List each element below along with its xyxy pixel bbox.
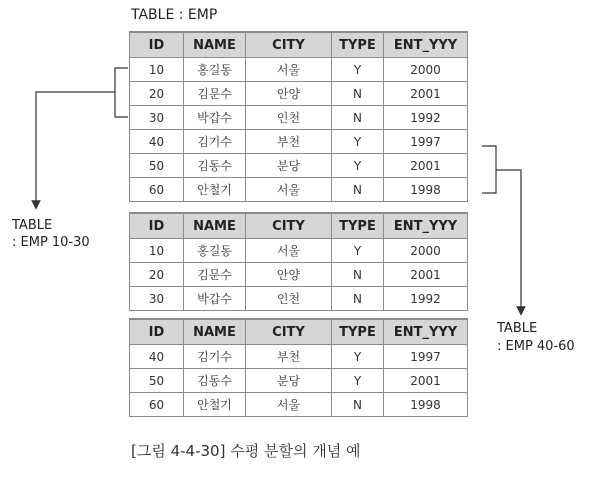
table-cell: 분당	[246, 154, 332, 178]
table-cell: 서울	[246, 58, 332, 82]
table-cell: 서울	[246, 393, 332, 417]
table-cell: 1998	[384, 178, 468, 202]
column-header: TYPE	[332, 32, 384, 58]
column-header: NAME	[184, 213, 246, 239]
table-cell: 30	[130, 106, 184, 130]
partition-2-label-line1: TABLE	[497, 321, 538, 336]
figure-caption: [그림 4-4-30] 수평 분할의 개념 예	[131, 442, 361, 460]
table-cell: 부천	[246, 345, 332, 369]
table-cell: 박갑수	[184, 106, 246, 130]
column-header: TYPE	[332, 319, 384, 345]
table-cell: Y	[332, 130, 384, 154]
column-header: ID	[130, 319, 184, 345]
column-header: CITY	[246, 319, 332, 345]
column-header: ID	[130, 213, 184, 239]
table-cell: 안철기	[184, 178, 246, 202]
table-cell: 부천	[246, 130, 332, 154]
table-cell: 40	[130, 345, 184, 369]
table-cell: 1997	[384, 130, 468, 154]
table-cell: 김동수	[184, 154, 246, 178]
table-cell: 1992	[384, 287, 468, 311]
table-cell: N	[332, 263, 384, 287]
table-cell: 60	[130, 393, 184, 417]
partition-2-label-line2: : EMP 40-60	[497, 339, 575, 354]
table-cell: 2000	[384, 239, 468, 263]
table-cell: Y	[332, 239, 384, 263]
column-header: ENT_YYY	[384, 32, 468, 58]
partition-1-label-line2: : EMP 10-30	[12, 235, 90, 250]
table-cell: 서울	[246, 239, 332, 263]
table-cell: 김문수	[184, 263, 246, 287]
table-cell: 2001	[384, 369, 468, 393]
table-cell: 20	[130, 263, 184, 287]
table-cell: 김동수	[184, 369, 246, 393]
table-cell: 1998	[384, 393, 468, 417]
bracket-rows-10-30	[115, 68, 128, 117]
column-header: ID	[130, 32, 184, 58]
source-table-title: TABLE : EMP	[131, 7, 218, 23]
table-cell: 홍길동	[184, 239, 246, 263]
table-cell: 김기수	[184, 130, 246, 154]
table-cell: 10	[130, 58, 184, 82]
table-cell: N	[332, 393, 384, 417]
table-cell: 50	[130, 154, 184, 178]
column-header: ENT_YYY	[384, 319, 468, 345]
column-header: TYPE	[332, 213, 384, 239]
table-cell: 인천	[246, 106, 332, 130]
table-cell: 서울	[246, 178, 332, 202]
column-header: ENT_YYY	[384, 213, 468, 239]
arrow-to-partition-2	[496, 170, 521, 311]
table-cell: N	[332, 82, 384, 106]
table-cell: 김문수	[184, 82, 246, 106]
table-cell: 홍길동	[184, 58, 246, 82]
table-cell: 10	[130, 239, 184, 263]
table-cell: Y	[332, 58, 384, 82]
table-cell: 20	[130, 82, 184, 106]
bracket-rows-40-60	[482, 146, 496, 193]
table-cell: 50	[130, 369, 184, 393]
table-cell: 김기수	[184, 345, 246, 369]
table-cell: 2000	[384, 58, 468, 82]
table-cell: 2001	[384, 154, 468, 178]
column-header: CITY	[246, 213, 332, 239]
column-header: NAME	[184, 319, 246, 345]
table-cell: 안철기	[184, 393, 246, 417]
table-cell: 안양	[246, 82, 332, 106]
partition-1-label-line1: TABLE	[12, 218, 53, 233]
table-cell: 1997	[384, 345, 468, 369]
table-cell: 안양	[246, 263, 332, 287]
table-cell: 40	[130, 130, 184, 154]
table-cell: 분당	[246, 369, 332, 393]
table-cell: 2001	[384, 82, 468, 106]
table-cell: 인천	[246, 287, 332, 311]
table-cell: 2001	[384, 263, 468, 287]
arrow-to-partition-1	[36, 92, 115, 205]
column-header: NAME	[184, 32, 246, 58]
table-cell: 1992	[384, 106, 468, 130]
table-cell: N	[332, 178, 384, 202]
column-header: CITY	[246, 32, 332, 58]
table-cell: 60	[130, 178, 184, 202]
table-cell: N	[332, 287, 384, 311]
table-cell: Y	[332, 154, 384, 178]
table-cell: N	[332, 106, 384, 130]
table-cell: 박갑수	[184, 287, 246, 311]
table-cell: 30	[130, 287, 184, 311]
table-cell: Y	[332, 345, 384, 369]
table-cell: Y	[332, 369, 384, 393]
